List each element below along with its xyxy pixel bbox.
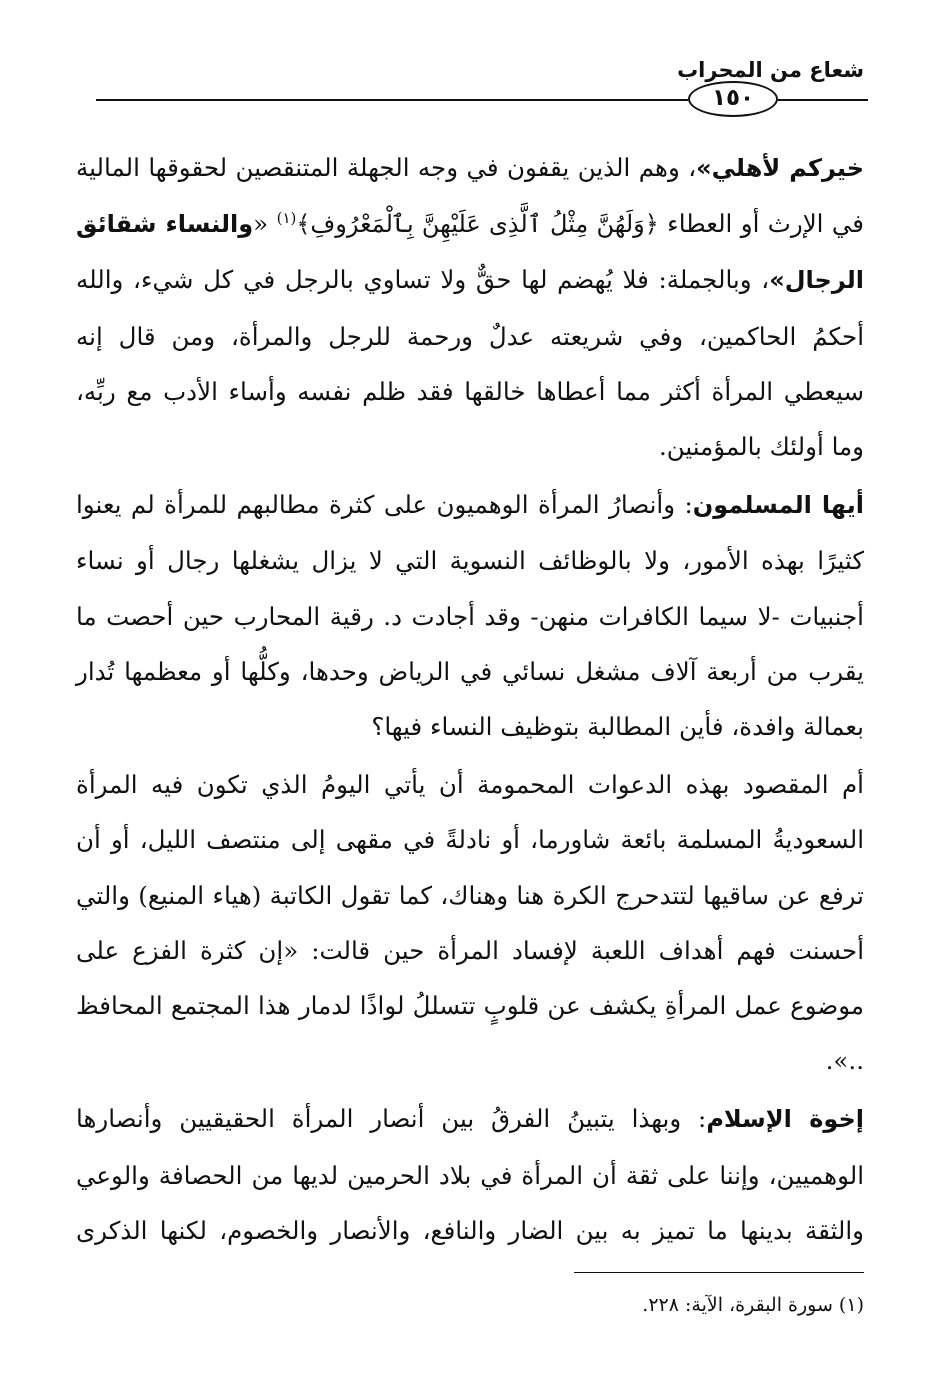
footnote: (١) سورة البقرة، الآية: ٢٢٨.: [642, 1294, 864, 1316]
paragraph: [76, 1091, 864, 1258]
page-number: ١٥٠: [688, 81, 778, 117]
hadith-quote: خيركم لأهلي»: [696, 154, 864, 182]
running-title: شعاع من المحراب: [677, 58, 864, 82]
paragraph-text: أم المقصود بهذه الدعوات المحمومة أن يأتي اليومُ الذي تكون فيه المرأة السعوديةُ المسلمة بائعة شاورما، أو نادلةً في مقهى إلى منتصف الليل، أو أن ترفع عن ساقيها لتتدحرج الكرة هنا وهناك، كما تقول الكاتبة (هياء المنيع) والتي أحسنت فهم أهداف اللعبة لإفساد المرأة حين قالت: «إن كثرة الفزع على موضوع عمل المرأةِ يكشف عن قلوبٍ تتسللُ لواذًا لدمار هذا المجتمع المحافظ ..».: [76, 770, 864, 1076]
paragraph-text: «: [253, 209, 277, 239]
footnote-rule: [574, 1272, 864, 1273]
quran-verse: ﴿وَلَهُنَّ مِثْلُ ٱلَّذِى عَلَيْهِنَّ بِٱلْمَعْرُوفِ﴾: [296, 210, 659, 239]
hadith-quote: والنساء شقائق الرجال»: [76, 210, 864, 295]
paragraph-text: ، وبالجملة: فلا يُهضم لها حقٌّ ولا تساوي بالرجل في كل شيء، والله أحكمُ الحاكمين، وفي شريعته عدلٌ ورحمة للرجل والمرأة، ومن قال إنه سيعطي المرأة أكثر مما أعطاها خالقها فقد ظلم نفسه وأساء الأدب مع ربِّه، وما أولئك بالمؤمنين.: [76, 265, 864, 462]
paragraph-text: : وأنصارُ المرأة الوهميون على كثرة مطالبهم للمرأة لم يعنوا كثيرًا بهذه الأمور، ولا بالوظائف النسوية التي لا يزال يشغلها رجال أو نساء أجنبيات -لا سيما الكافرات منهن- وقد أجادت د. رقية المحارب حين أحصت ما يقرب من أربعة آلاف مشغل نسائي في الرياض وحدها، وكلُّها أو معظمها تُدار بعمالة وافدة، فأين المطالبة بتوظيف النساء فيها؟: [76, 490, 864, 742]
footnote-marker[interactable]: (١): [276, 209, 297, 228]
body-text: [76, 140, 864, 1261]
paragraph: [76, 140, 864, 474]
header-rule: [778, 99, 868, 101]
header-rule: [96, 99, 688, 101]
paragraph-lead: إخوة الإسلام: [706, 1105, 864, 1134]
paragraph-text: : وبهذا يتبينُ الفرقُ بين أنصار المرأة الحقيقيين وأنصارها الوهميين، وإننا على ثقة أن المرأة في بلاد الحرمين لديها من الحصافة والوعي والثقة بدينها ما تميز به بين الضار والنافع، والأنصار والخصوم، لكنها الذكرى: [76, 1104, 864, 1245]
paragraph-text: ، وهم الذين يقفون في وجه الجهلة المتنقصين لحقوقها المالية في الإرث أو العطاء: [76, 153, 865, 239]
paragraph-lead: أيها المسلمون: [692, 491, 864, 520]
paragraph: [76, 757, 864, 1088]
paragraph: [76, 477, 864, 754]
